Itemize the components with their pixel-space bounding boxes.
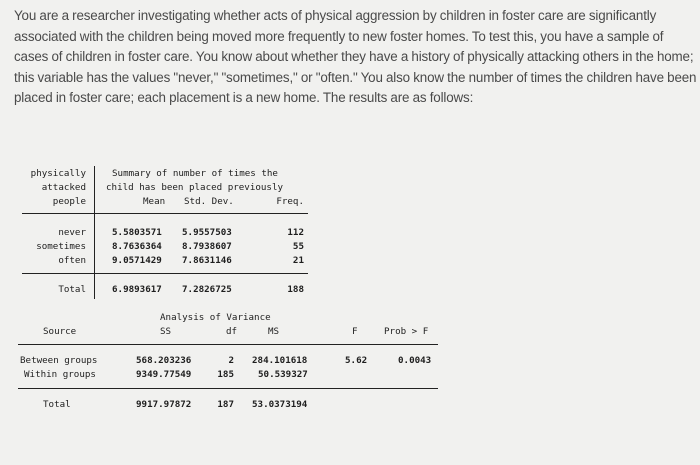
group-header-people: people [52, 196, 86, 207]
anova-col-f: F [352, 326, 358, 337]
row-ss: 9349.77549 [136, 369, 192, 380]
row-freq: 21 [292, 255, 304, 266]
row-freq: 112 [287, 227, 304, 238]
row-f: 5.62 [345, 355, 368, 366]
summary-vertical-rule [94, 166, 95, 299]
anova-col-ms: MS [268, 326, 280, 337]
row-prob: 0.0043 [398, 355, 432, 366]
row-sd: 7.8631146 [182, 255, 232, 266]
row-ms: 53.0373194 [252, 399, 308, 410]
anova-col-ss: SS [160, 326, 172, 337]
row-mean: 9.0571429 [112, 255, 162, 266]
anova-total-rule [18, 388, 438, 389]
row-ss: 568.203236 [136, 355, 192, 366]
row-label: sometimes [36, 241, 86, 252]
row-ms: 284.101618 [252, 355, 308, 366]
question-text: You are a researcher investigating whether acts of physical aggression by children in foster care are significantly associated with the children being moved more frequently to new foster homes. To test this, you have a sample of cases of children in foster care. You know about whether they have a history of physically attacking others in the home; this variable has the values "never," "sometimes," or "often." You also know the number of times the children have been placed in foster care; each placement is a new home. The results are as follows: [14, 8, 697, 105]
row-df: 2 [228, 355, 234, 366]
summary-col-freq: Freq. [276, 196, 304, 207]
anova-header-rule [18, 344, 438, 345]
row-sd: 5.9557503 [182, 227, 232, 238]
summary-col-mean: Mean [143, 196, 166, 207]
anova-col-df: df [226, 326, 238, 337]
row-label: Total [43, 399, 71, 410]
anova-title: Analysis of Variance [160, 312, 271, 323]
row-df: 185 [217, 369, 234, 380]
summary-title-line1: Summary of number of times the [112, 168, 278, 179]
row-freq: 55 [292, 241, 304, 252]
row-freq: 188 [287, 284, 304, 295]
row-label: Between groups [20, 355, 98, 366]
row-mean: 6.9893617 [112, 284, 162, 295]
group-header-physically: physically [30, 168, 86, 179]
summary-header-rule [22, 213, 308, 214]
row-label: Total [58, 284, 86, 295]
anova-col-source: Source [43, 326, 77, 337]
summary-col-sd: Std. Dev. [184, 196, 234, 207]
row-label: never [58, 227, 86, 238]
row-mean: 5.5803571 [112, 227, 162, 238]
row-ms: 50.539327 [258, 369, 308, 380]
summary-total-rule [22, 273, 308, 274]
row-label: often [58, 255, 86, 266]
row-df: 187 [217, 399, 234, 410]
row-sd: 7.2826725 [182, 284, 232, 295]
row-ss: 9917.97872 [136, 399, 192, 410]
row-mean: 8.7636364 [112, 241, 162, 252]
row-sd: 8.7938607 [182, 241, 232, 252]
summary-title-line2: child has been placed previously [106, 182, 284, 193]
row-label: Within groups [24, 369, 96, 380]
group-header-attacked: attacked [41, 182, 86, 193]
anova-col-prob: Prob > F [384, 326, 429, 337]
